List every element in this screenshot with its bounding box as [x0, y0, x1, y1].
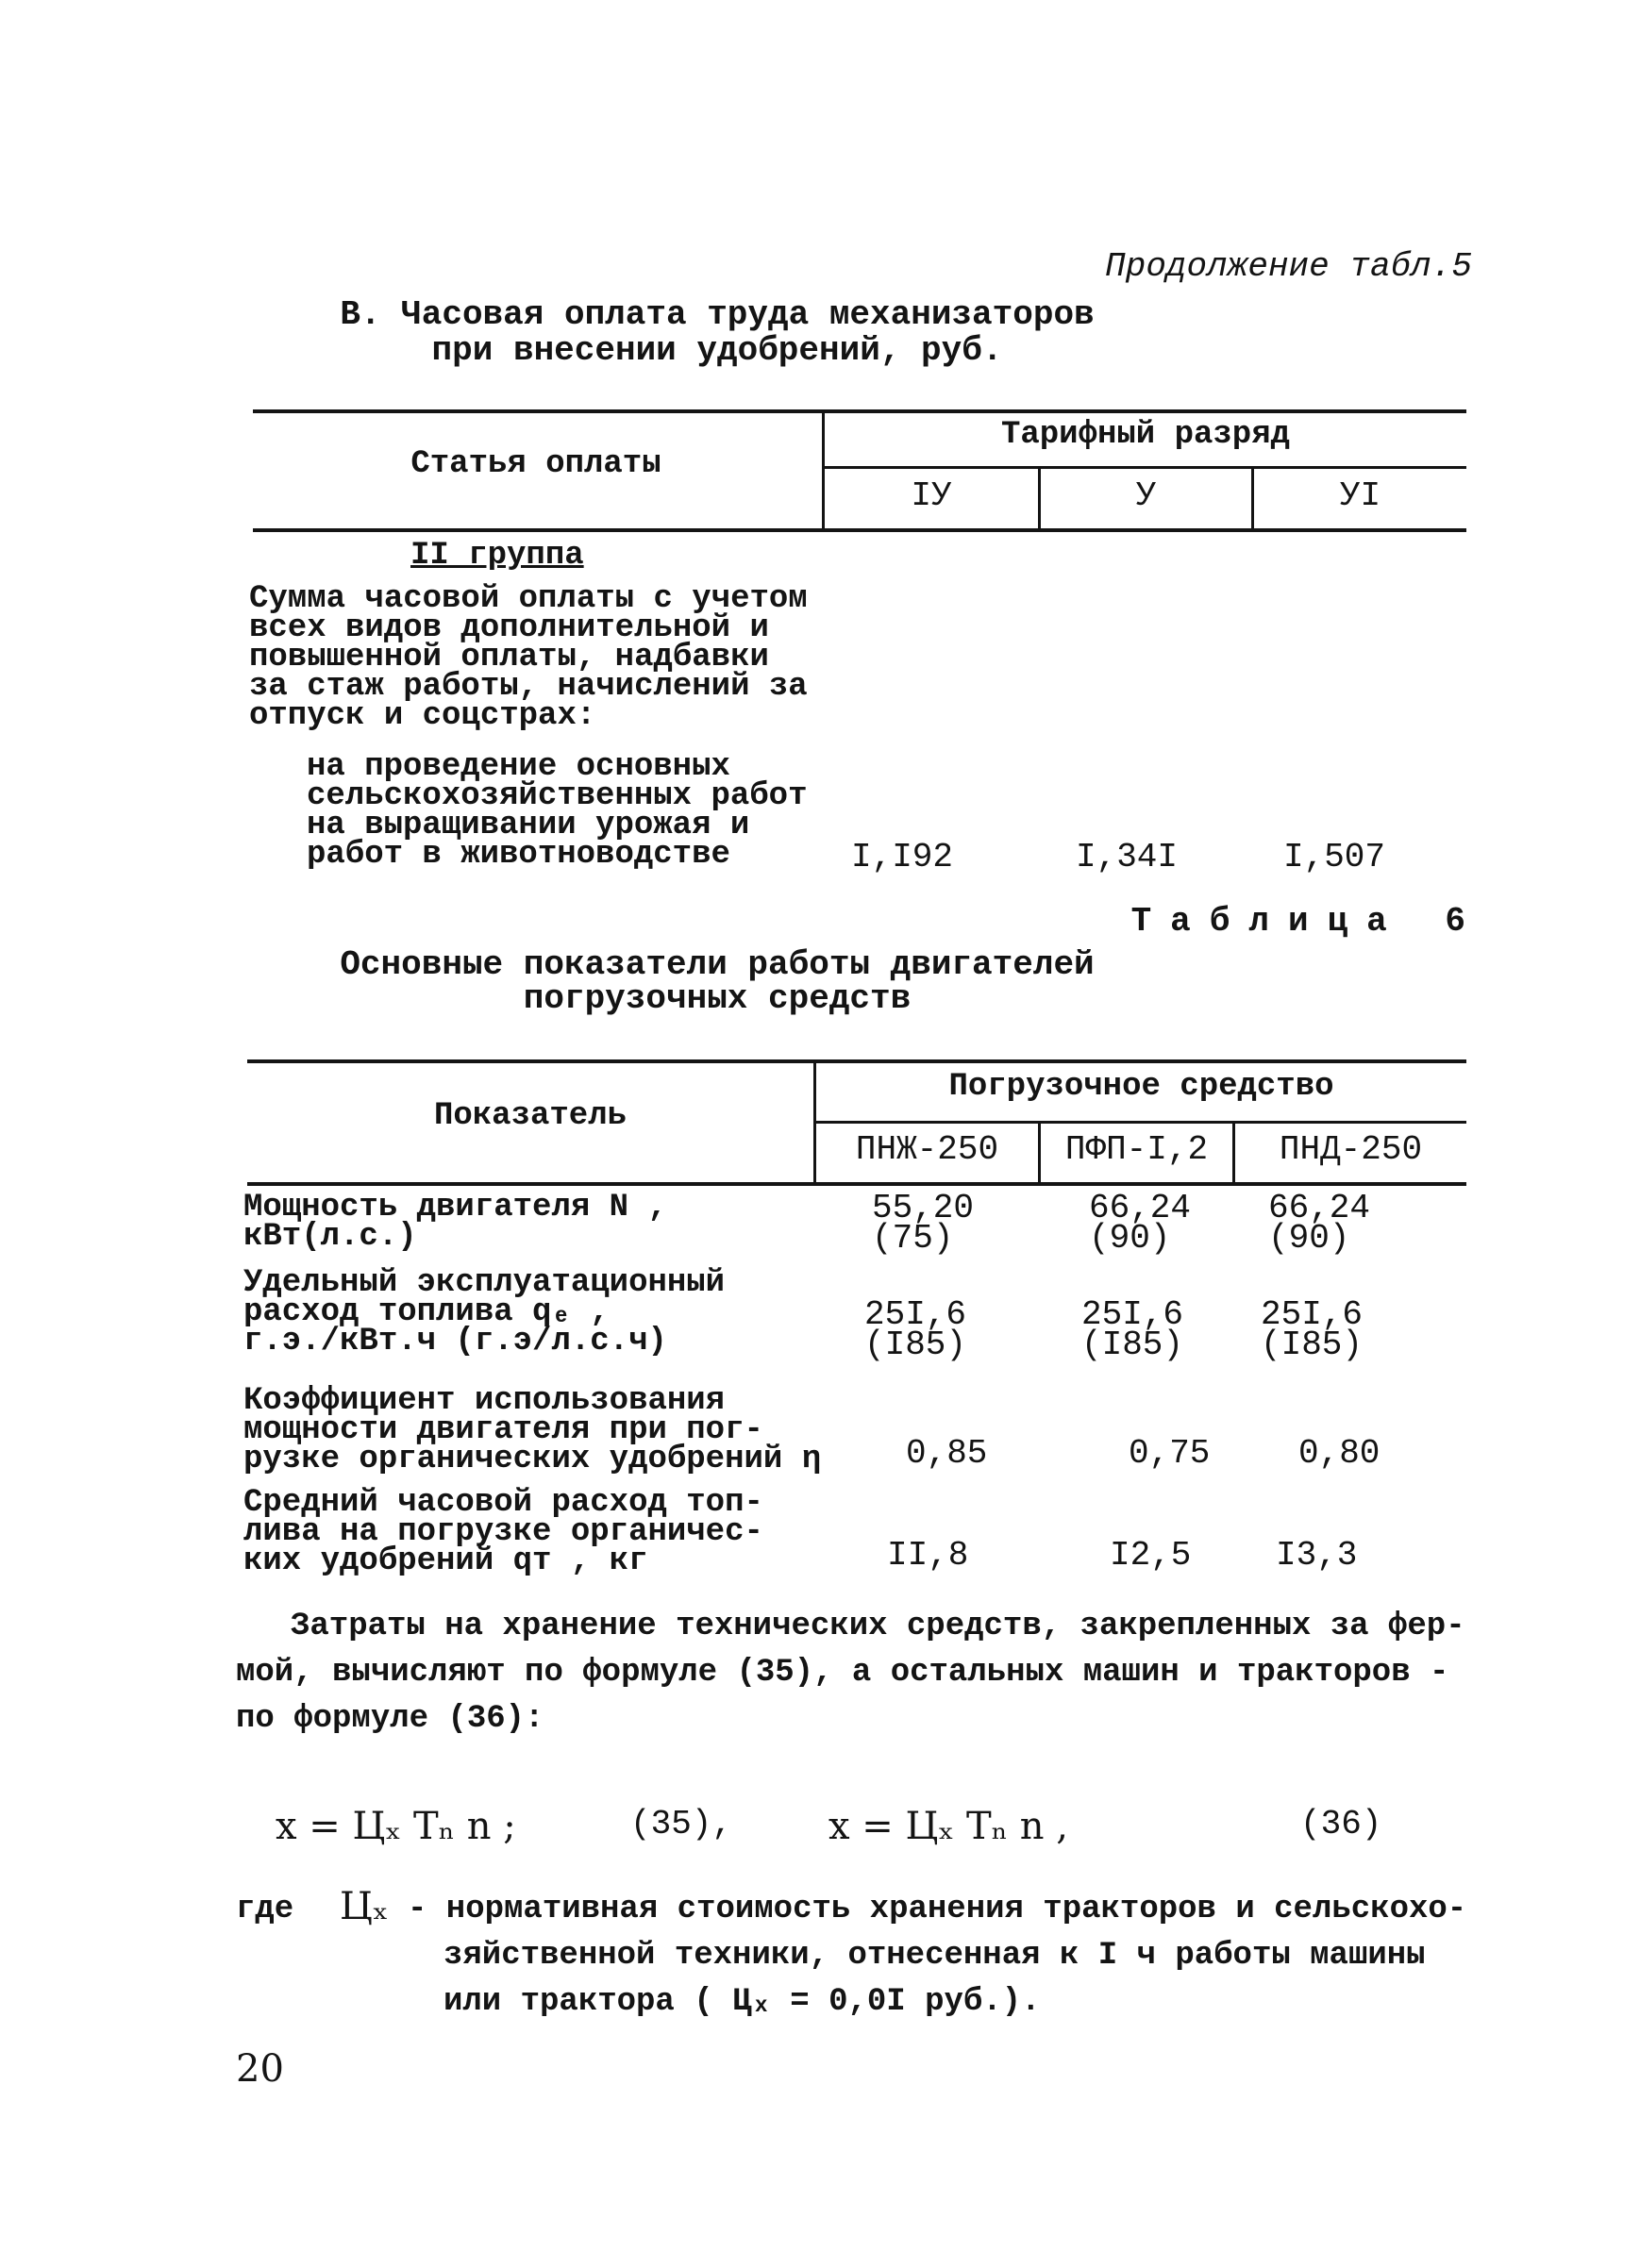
table6-row-hourly-fuel-value-3: I3,3 [1276, 1536, 1358, 1575]
formula-36-number: (36) [1300, 1805, 1382, 1843]
section-title-line-1: В. Часовая оплата труда механизаторов [340, 295, 1095, 334]
table5-bottom-rule [253, 528, 1466, 532]
table5-group-label: II группа [410, 538, 584, 574]
table6-row-power-value-3: 66,24 (90) [1268, 1189, 1371, 1258]
page-number: 20 [236, 2047, 284, 2091]
table6-row-power-coef-value-3: 0,80 [1298, 1434, 1381, 1473]
table6-row-power-value-2: 66,24 (90) [1089, 1189, 1192, 1258]
table6-row-hourly-fuel-label: Средний часовой расход топ- лива на погрузке органичес- ких удобрений qт , кг [243, 1485, 763, 1579]
table6-col-header: Показатель [433, 1098, 628, 1134]
section-title-line-2: при внесении удобрений, руб. [431, 331, 1003, 370]
table6-row-fuel-rate-label: Удельный эксплуатационный расход топлива qₑ , г.э./кВт.ч (г.э/л.с.ч) [243, 1265, 726, 1359]
table5-grade-5: У [1135, 476, 1157, 515]
table5-sub-description: на проведение основных сельскохозяйственных работ на выращивании урожая и работ в животноводстве [307, 749, 808, 873]
table6-mid-rule [813, 1121, 1466, 1124]
table6-row-power-label: Мощность двигателя N , кВт(л.с.) [243, 1190, 667, 1255]
table6-label: Таблица 6 [1130, 902, 1484, 941]
table6-title-line-1: Основные показатели работы двигателей [340, 945, 1095, 984]
table6-row-power-coef-value-2: 0,75 [1129, 1434, 1211, 1473]
table6-row-hourly-fuel-value-1: II,8 [887, 1536, 969, 1575]
continuation-label: Продолжение табл.5 [1105, 247, 1472, 286]
where-definition: - нормативная стоимость хранения тракторов и сельскохо- зяйственной техники, отнесенная к I ч работы машины или трактора ( Цₓ = 0,0I руб.). [408, 1892, 1467, 2020]
table6-row-fuel-rate-value-1: 25I,6 (I85) [864, 1295, 967, 1364]
table6-row-fuel-rate-value-3: 25I,6 (I85) [1261, 1295, 1364, 1364]
table5-grade-4: IУ [911, 476, 952, 515]
table6-machine-pnd: ПНД-250 [1279, 1130, 1423, 1169]
table6-machine-pnzh: ПНЖ-250 [855, 1130, 999, 1169]
table5-value-grade-4: I,I92 [851, 838, 954, 876]
where-symbol: Цₓ [340, 1885, 389, 1928]
storage-cost-paragraph: Затраты на хранение технических средств, закрепленных за фер- мой, вычисляют по формуле (35), а остальных машин и тракторов - по формуле (36): [236, 1609, 1465, 1737]
table5-group-header: Тарифный разряд [1000, 417, 1291, 453]
table6-bottom-rule [247, 1182, 1466, 1186]
table5-col-header: Статья оплаты [410, 446, 661, 482]
table6-row-hourly-fuel-value-2: I2,5 [1110, 1536, 1192, 1575]
table6-row-power-coef-value-1: 0,85 [906, 1434, 988, 1473]
formula-35: x = Цₓ Tₙ n ; [276, 1805, 516, 1848]
formula-35-number: (35), [630, 1805, 733, 1843]
table6-machine-pfp: ПФП-I,2 [1064, 1130, 1209, 1169]
table5-grade-6: УI [1339, 476, 1381, 515]
table5-description: Сумма часовой оплаты с учетом всех видов дополнительной и повышенной оплаты, надбавки за стаж работы, начислений за отпуск и соцстрах: [249, 581, 808, 734]
table5-mid-rule [822, 466, 1466, 469]
table6-row-power-value-1: 55,20 (75) [872, 1189, 975, 1258]
where-word: где [236, 1892, 294, 1927]
table5-top-rule [253, 409, 1466, 413]
table5-value-grade-6: I,507 [1283, 838, 1386, 876]
table6-title-line-2: погрузочных средств [523, 979, 912, 1018]
table5-value-grade-5: I,34I [1076, 838, 1179, 876]
formula-36: x = Цₓ Tₙ n , [828, 1805, 1068, 1848]
table6-row-fuel-rate-value-2: 25I,6 (I85) [1081, 1295, 1184, 1364]
table6-row-power-coef-label: Коэффициент использования мощности двигателя при пог- рузке органических удобрений η [243, 1383, 822, 1477]
table6-group-header: Погрузочное средство [948, 1069, 1334, 1105]
table6-top-rule [247, 1059, 1466, 1063]
